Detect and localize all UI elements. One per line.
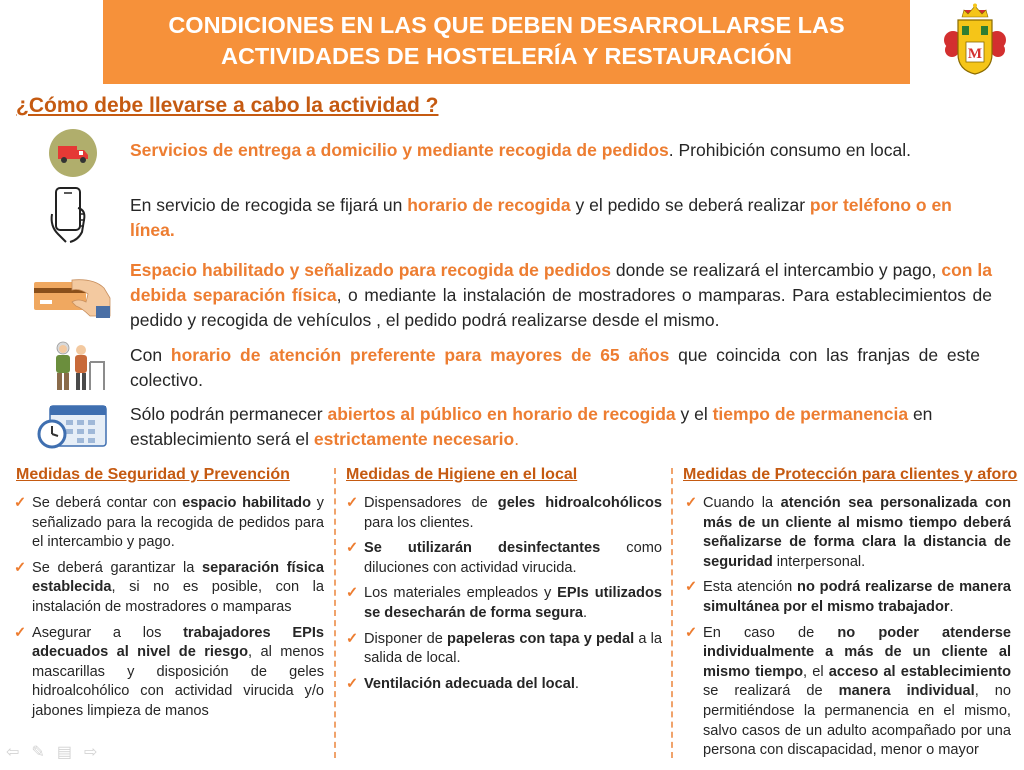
list-item: ✓ Esta atención no podrá realizarse de manera simultánea por el mismo trabajador. [685, 579, 1011, 615]
protection-measures-list [683, 494, 1011, 767]
checkmark-icon: ✓ [685, 624, 698, 641]
calendar-clock-icon [36, 400, 110, 450]
info-row-pickup-space: Espacio habilitado y señalizado para recogida de pedidos donde se realizará el intercambio y pago, con la debida separación física, o mediante la instalación de mostradores o mamparas. Para establecimientos de pedido y recogida de vehículos , el pedido podrá realizarse desde el mismo. [130, 260, 993, 330]
list-item: ✓ Disponer de papeleras con tapa y pedal a la salida de local. [346, 630, 662, 667]
checkmark-icon: ✓ [14, 624, 27, 641]
info-row-open-hours: Sólo podrán permanecer abiertos al público en horario de recogida y el tiempo de permanencia en establecimiento será el estrictamente necesario. [130, 404, 933, 449]
list-item: ✓ Se deberá contar con espacio habilitado y señalizado para la recogida de pedidos para el intercambio y pago. [14, 495, 324, 551]
list-item: ✓ Dispensadores de geles hidroalcohólicos para los clientes. [346, 495, 662, 531]
list-item: ✓ Ventilación adecuada del local. [344, 675, 662, 695]
list-item: ✓ En caso de no poder atenderse individualmente a más de un cliente al mismo tiempo, el acceso al establecimiento se realizará de manera individual, no permitiéndose la permanencia en el mismo, salvo casos de un adulto acompañado por una persona con discapacidad, menor o mayor [685, 624, 1012, 759]
column-divider [334, 468, 336, 758]
checkmark-icon: ✓ [346, 540, 359, 557]
checkmark-icon: ✓ [685, 579, 698, 596]
next-slide-icon[interactable]: ⇨ [83, 744, 98, 761]
column-title-protection: Medidas de Protección para clientes y aforo [683, 466, 1018, 483]
card-payment-icon [32, 276, 112, 320]
checkmark-icon: ✓ [346, 675, 359, 692]
checkmark-icon: ✓ [346, 585, 359, 602]
title-line-2: ACTIVIDADES DE HOSTELERÍA Y RESTAURACIÓN [220, 43, 793, 69]
pen-icon[interactable]: ✎ [31, 744, 45, 761]
title-banner [103, 0, 910, 84]
list-item: ✓ Se deberá garantizar la separación física establecida, si no es posible, con la instalación de mostradores o mamparas [14, 559, 325, 615]
crest-letter: M [967, 46, 983, 62]
info-row-delivery: Servicios de entrega a domicilio y mediante recogida de pedidos. Prohibición consumo en local. [130, 140, 911, 160]
column-title-hygiene: Medidas de Higiene en el local [346, 466, 578, 483]
section-question: ¿Cómo debe llevarse a cabo la actividad ? [16, 94, 439, 117]
checkmark-icon: ✓ [346, 630, 359, 647]
column-title-security: Medidas de Seguridad y Prevención [16, 466, 290, 483]
previous-slide-icon[interactable]: ⇦ [6, 744, 20, 761]
hygiene-measures-list [344, 494, 662, 700]
list-item: ✓ Los materiales empleados y EPIs utilizados se desecharán de forma segura. [346, 585, 662, 621]
info-row-elderly-hours: Con horario de atención preferente para mayores de 65 años que coincida con las franjas de este colectivo. [130, 345, 981, 390]
list-item: ✓ Cuando la atención sea personalizada con más de un cliente al mismo tiempo deberá señalizarse de forma clara la distancia de seguridad interpersonal. [685, 495, 1011, 570]
checkmark-icon: ✓ [14, 495, 27, 511]
municipal-crest-icon [940, 2, 1010, 78]
column-divider [671, 468, 673, 758]
slide-nav-controls [6, 742, 97, 762]
title-line-1: CONDICIONES EN LAS QUE DEBEN DESARROLLARSE LAS [168, 12, 845, 38]
checkmark-icon: ✓ [685, 495, 698, 511]
smartphone-icon [48, 186, 90, 244]
info-row-pickup-schedule: En servicio de recogida se fijará un horario de recogida y el pedido se deberá realizar por teléfono o en línea. [130, 195, 952, 240]
list-item: ✓ Se utilizarán desinfectantes como diluciones con actividad virucida. [346, 540, 662, 576]
checkmark-icon: ✓ [346, 495, 359, 511]
delivery-truck-icon [49, 129, 97, 177]
security-measures-list [12, 494, 324, 728]
checkmark-icon: ✓ [14, 559, 27, 576]
menu-icon[interactable]: ▤ [56, 744, 72, 761]
list-item: ✓ Asegurar a los trabajadores EPIs adecuados al nivel de riesgo, al menos mascarillas y disposición de geles hidroalcohólico con actividad virucida y/o jabones limpieza de manos [14, 624, 324, 719]
elderly-couple-icon [48, 340, 106, 392]
